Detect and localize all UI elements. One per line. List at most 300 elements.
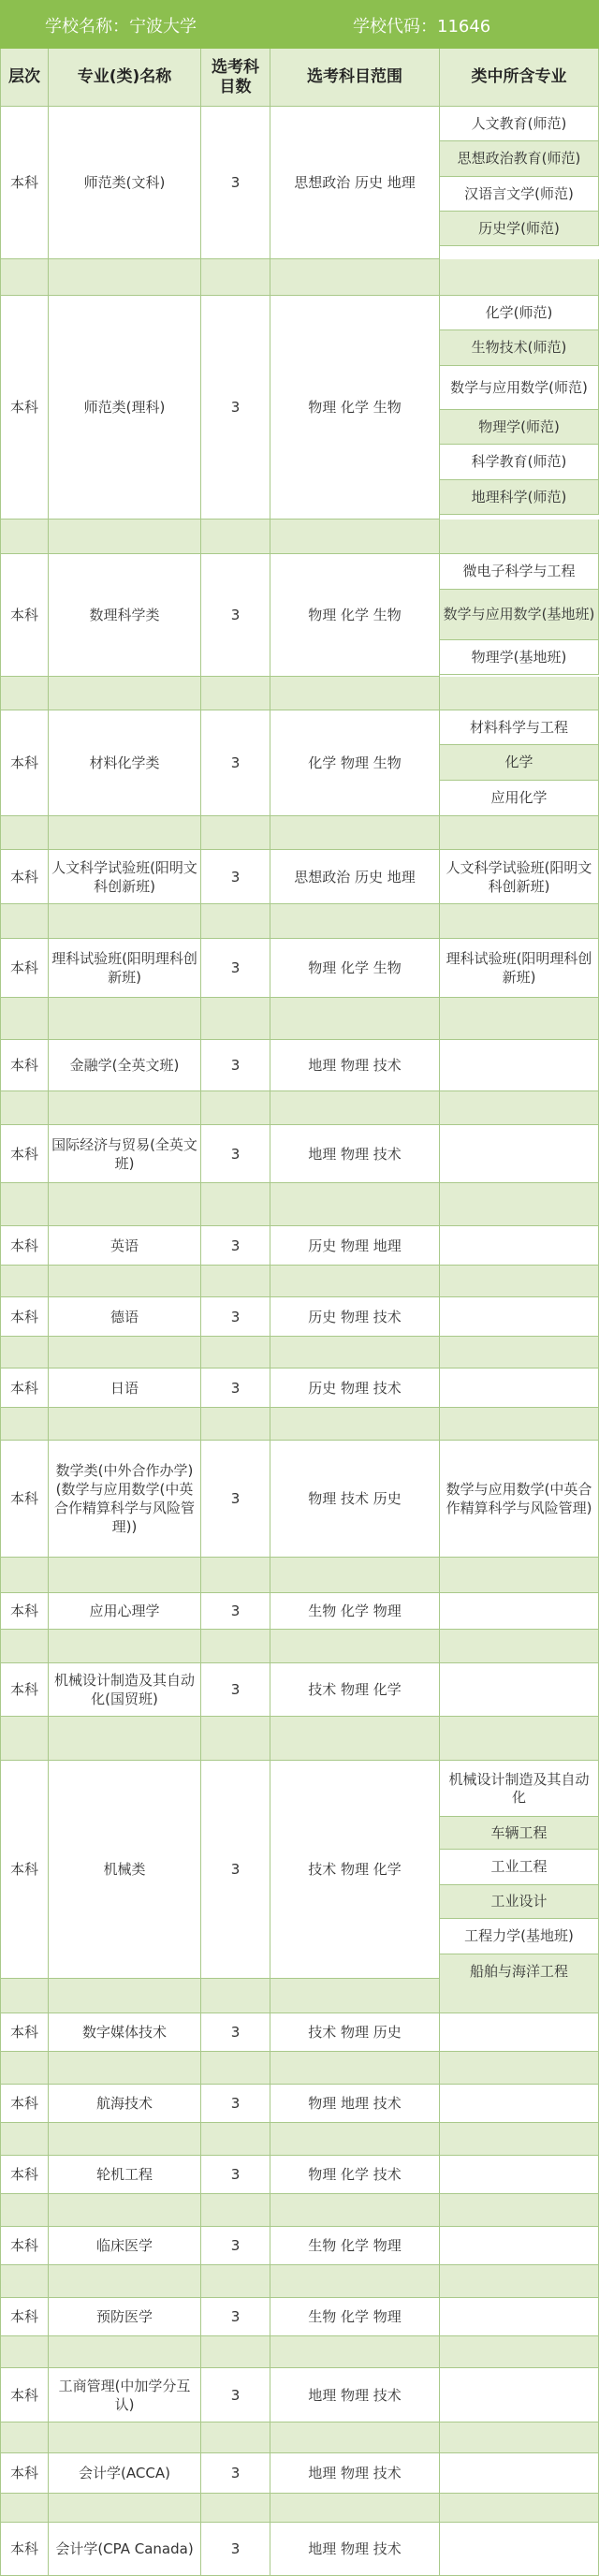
row-level-cell [0,296,49,520]
included-major-item-text: 工业设计 [490,1893,548,1910]
column-header-level [0,49,49,107]
included-major-item-text: 化学 [504,754,533,770]
row-included-major-cell [440,1125,599,1183]
row-included-major-cell [440,2453,599,2494]
included-major-item [440,1817,599,1850]
separator-cell [201,1091,270,1125]
row-subject-count-cell-text: 3 [230,1490,241,1507]
row-major-cell [49,2085,201,2123]
row-level-cell-text: 本科 [9,1861,38,1878]
separator-cell [440,2194,599,2227]
row-major-cell [49,2298,201,2336]
row-major-cell-text: 师范类(文科) [83,174,166,191]
included-major-item [440,1885,599,1919]
separator-cell [440,2265,599,2298]
column-header-included-majors-text: 类中所含专业 [471,67,567,86]
row-level-cell [0,850,49,904]
separator-cell [49,2494,201,2523]
row-level-cell-text: 本科 [9,2308,38,2325]
row-level-cell [0,2085,49,2123]
separator-cell [270,259,440,296]
separator-cell [0,816,49,850]
row-subject-range-cell-text: 地理 物理 技术 [308,1145,402,1163]
row-subject-count-cell-text: 3 [230,1145,241,1163]
included-major-item [440,107,599,141]
school-name: 学校名称：宁波大学 [45,17,197,37]
separator-cell [270,1337,440,1368]
row-major-cell-text: 数字媒体技术 [81,2024,167,2041]
included-major-item [440,1850,599,1885]
included-major-item-text: 历史学(师范) [478,219,560,237]
row-subject-count-cell [201,2227,270,2265]
separator-cell [201,2422,270,2453]
row-subject-range-cell [270,2085,440,2123]
separator-cell [201,1408,270,1441]
separator-cell [0,2336,49,2368]
row-subject-range-cell [270,2227,440,2265]
separator-cell [49,1630,201,1663]
row-subject-count-cell [201,850,270,904]
separator-cell [0,1183,49,1226]
included-major-item-text: 人文教育(师范) [471,114,567,132]
row-level-cell [0,2013,49,2052]
row-major-cell [49,1663,201,1717]
row-subject-range-cell-text: 地理 物理 技术 [308,2465,402,2481]
separator-cell [270,2123,440,2156]
row-major-cell-text: 应用心理学 [89,1603,160,1619]
separator-cell [270,2336,440,2368]
row-major-cell-text: 数学类(中外合作办学)(数学与应用数学(中英合作精算科学与风险管理)) [53,1462,195,1535]
separator-cell [270,2265,440,2298]
row-level-cell [0,1441,49,1558]
row-included-major-cell-text: 数学与应用数学(中英合作精算科学与风险管理) [446,1481,592,1516]
row-level-cell-text: 本科 [9,1603,38,1619]
included-major-item-text: 数学与应用数学(师范) [450,378,588,396]
row-major-cell-text: 日语 [110,1379,139,1397]
row-level-cell [0,1593,49,1630]
row-included-major-cell [440,2523,599,2576]
separator-cell [270,2494,440,2523]
separator-cell [49,1408,201,1441]
row-subject-range-cell-text: 物理 技术 历史 [308,1490,402,1507]
row-subject-range-cell-text: 物理 地理 技术 [308,2095,402,2112]
row-subject-count-cell [201,939,270,998]
row-subject-range-cell [270,2156,440,2194]
row-major-cell [49,2523,201,2576]
separator-cell [440,2494,599,2523]
row-subject-range-cell [270,1663,440,1717]
row-subject-count-cell-text: 3 [230,2095,241,2112]
row-subject-range-cell-text: 思想政治 历史 地理 [294,174,416,191]
separator-cell [201,998,270,1040]
separator-cell [49,2052,201,2085]
row-subject-count-cell [201,1297,270,1337]
row-subject-range-cell-text: 生物 化学 物理 [308,1603,402,1619]
included-major-item-text: 物理学(师范) [478,417,560,435]
row-subject-count-cell-text: 3 [230,1237,241,1254]
row-subject-count-cell-text: 3 [230,399,241,416]
row-major-cell-text: 会计学(ACCA) [79,2465,170,2481]
row-subject-range-cell-text: 物理 化学 生物 [308,399,402,416]
row-level-cell [0,1368,49,1408]
row-included-major-cell [440,850,599,904]
row-included-major-cell [440,1441,599,1558]
column-header-included-majors [440,49,599,107]
row-subject-count-cell [201,554,270,677]
separator-cell [270,1183,440,1226]
separator-cell [270,1717,440,1761]
row-subject-range-cell-text: 生物 化学 物理 [308,2308,402,2325]
separator-cell [440,2052,599,2085]
row-subject-range-cell-text: 地理 物理 技术 [308,2386,402,2404]
separator-cell [440,1717,599,1761]
row-subject-count-cell [201,2453,270,2494]
row-major-cell [49,2368,201,2422]
row-subject-count-cell [201,296,270,520]
included-major-item [440,445,599,480]
separator-cell [440,1558,599,1593]
row-subject-count-cell [201,1368,270,1408]
row-major-cell [49,296,201,520]
included-major-item-text: 工程力学(基地班) [464,1927,574,1944]
separator-cell [201,2123,270,2156]
separator-cell [201,2336,270,2368]
separator-cell [49,1091,201,1125]
separator-cell [201,1717,270,1761]
included-major-item [440,640,599,675]
row-subject-range-cell [270,107,440,259]
row-subject-count-cell [201,2523,270,2576]
separator-cell [440,1183,599,1226]
row-subject-range-cell [270,939,440,998]
row-major-cell-text: 轮机工程 [95,2166,153,2183]
row-level-cell [0,1297,49,1337]
row-level-cell-text: 本科 [9,868,38,886]
row-major-cell [49,1226,201,1266]
row-level-cell [0,2368,49,2422]
column-header-subject-range-text: 选考科目范围 [307,67,402,86]
row-included-major-cell-text: 理科试验班(阳明理科创新班) [446,950,592,986]
row-level-cell-text: 本科 [9,2166,38,2183]
included-major-item-text: 工业工程 [490,1858,548,1875]
separator-cell [49,1717,201,1761]
included-major-item-text: 应用化学 [490,789,548,806]
included-major-item-text: 船舶与海洋工程 [469,1962,568,1980]
row-subject-count-cell-text: 3 [230,2386,241,2404]
included-major-item [440,141,599,177]
row-subject-count-cell [201,1040,270,1091]
row-subject-count-cell-text: 3 [230,1057,241,1074]
row-subject-count-cell-text: 3 [230,2465,241,2481]
row-major-cell-text: 金融学(全英文班) [69,1057,180,1074]
row-major-cell-text: 预防医学 [95,2308,153,2325]
separator-cell [0,998,49,1040]
included-major-item-text: 微电子科学与工程 [462,563,576,579]
separator-cell [0,1717,49,1761]
included-major-item [440,745,599,781]
row-major-cell [49,1368,201,1408]
row-level-cell [0,1663,49,1717]
row-subject-count-cell-text: 3 [230,754,241,771]
row-subject-count-cell-text: 3 [230,868,241,886]
column-header-level-text: 层次 [8,67,40,86]
separator-cell [49,2194,201,2227]
row-subject-range-cell [270,1297,440,1337]
row-subject-range-cell-text: 物理 化学 生物 [308,959,402,976]
separator-cell [270,1091,440,1125]
row-level-cell-text: 本科 [9,2465,38,2481]
separator-cell [49,259,201,296]
row-major-cell-text: 理科试验班(阳明理科创新班) [51,950,197,986]
row-subject-range-cell-text: 技术 物理 化学 [308,1861,402,1878]
row-level-cell-text: 本科 [9,399,38,416]
included-major-item-text: 化学(师范) [485,303,553,321]
included-major-item [440,554,599,590]
separator-cell [270,1558,440,1593]
separator-cell [0,2265,49,2298]
included-major-item [440,330,599,366]
column-header-subject-count-text: 选考科目数 [212,57,259,96]
row-major-cell [49,710,201,816]
included-major-item [440,480,599,515]
separator-cell [270,677,440,710]
row-included-major-cell [440,939,599,998]
row-subject-count-cell [201,1125,270,1183]
row-subject-count-cell-text: 3 [230,959,241,976]
row-subject-count-cell-text: 3 [230,2024,241,2041]
row-major-cell-text: 师范类(理科) [83,399,166,416]
row-major-cell [49,2013,201,2052]
separator-cell [270,998,440,1040]
row-major-cell-text: 机械设计制造及其自动化(国贸班) [53,1672,195,1707]
included-major-item-text: 地理科学(师范) [471,488,567,505]
separator-cell [440,816,599,850]
row-included-major-cell [440,1040,599,1091]
included-major-item-text: 机械设计制造及其自动化 [448,1770,590,1806]
row-level-cell-text: 本科 [9,1308,38,1325]
column-header-major-text: 专业(类)名称 [77,67,172,86]
column-header-subject-range [270,49,440,107]
separator-cell [270,520,440,554]
row-subject-range-cell [270,2368,440,2422]
separator-cell [440,1408,599,1441]
separator-cell [201,1266,270,1297]
row-level-cell-text: 本科 [9,1490,38,1507]
row-subject-count-cell [201,1441,270,1558]
separator-cell [0,2194,49,2227]
row-level-cell-text: 本科 [9,1145,38,1163]
separator-cell [201,677,270,710]
row-level-cell-text: 本科 [9,2540,38,2557]
separator-cell [0,2422,49,2453]
included-major-item [440,1761,599,1817]
row-subject-count-cell [201,1226,270,1266]
column-header-subject-count [201,49,270,107]
included-major-item-text: 科学教育(师范) [471,453,567,470]
row-subject-count-cell-text: 3 [230,1379,241,1397]
row-level-cell [0,107,49,259]
row-level-cell-text: 本科 [9,2024,38,2041]
included-major-item-text: 数学与应用数学(基地班) [443,606,595,622]
separator-cell [0,2123,49,2156]
separator-cell [49,1266,201,1297]
row-major-cell [49,2156,201,2194]
row-level-cell-text: 本科 [9,959,38,976]
separator-cell [0,259,49,296]
separator-cell [49,2123,201,2156]
row-level-cell [0,554,49,677]
row-level-cell-text: 本科 [9,607,38,623]
row-level-cell [0,2523,49,2576]
row-subject-range-cell [270,2523,440,2576]
separator-cell [0,677,49,710]
separator-cell [49,677,201,710]
row-major-cell [49,1761,201,1979]
separator-cell [270,1630,440,1663]
separator-cell [440,1091,599,1125]
separator-cell [201,816,270,850]
row-level-cell [0,2156,49,2194]
row-major-cell [49,554,201,677]
separator-cell [49,904,201,939]
separator-cell [201,520,270,554]
row-major-cell-text: 机械类 [103,1861,146,1878]
row-major-cell [49,1040,201,1091]
row-subject-count-cell-text: 3 [230,1603,241,1619]
separator-cell [201,1183,270,1226]
row-level-cell [0,1226,49,1266]
row-major-cell-text: 国际经济与贸易(全英文班) [51,1135,197,1172]
row-subject-count-cell-text: 3 [230,174,241,191]
row-subject-count-cell-text: 3 [230,1681,241,1698]
row-subject-count-cell [201,107,270,259]
row-major-cell-text: 德语 [110,1308,139,1325]
row-major-cell-text: 英语 [110,1237,139,1254]
included-major-item-text: 思想政治教育(师范) [457,150,581,167]
included-major-item [440,212,599,246]
row-major-cell-text: 材料化学类 [89,754,160,771]
row-subject-count-cell-text: 3 [230,2166,241,2183]
row-subject-count-cell-text: 3 [230,2540,241,2557]
row-subject-range-cell [270,1040,440,1091]
row-subject-range-cell [270,554,440,677]
row-subject-range-cell-text: 物理 化学 生物 [308,607,402,623]
separator-cell [440,998,599,1040]
separator-cell [49,2422,201,2453]
row-included-major-cell [440,2013,599,2052]
separator-cell [440,1630,599,1663]
row-major-cell-text: 数理科学类 [89,607,160,623]
row-subject-range-cell-text: 思想政治 历史 地理 [294,868,416,886]
separator-cell [0,1630,49,1663]
included-major-item [440,1919,599,1954]
separator-cell [49,1979,201,2013]
included-major-item [440,177,599,212]
included-major-item-text: 汉语言文学(师范) [464,184,574,202]
row-subject-count-cell [201,1663,270,1717]
row-subject-range-cell [270,2298,440,2336]
separator-cell [440,2336,599,2368]
separator-cell [270,816,440,850]
row-level-cell-text: 本科 [9,754,38,771]
included-major-item [440,590,599,640]
separator-cell [201,1558,270,1593]
separator-cell [270,2194,440,2227]
row-subject-range-cell-text: 化学 物理 生物 [308,754,402,771]
row-major-cell-text: 会计学(CPA Canada) [55,2540,194,2557]
separator-cell [270,1408,440,1441]
separator-cell [0,1408,49,1441]
row-subject-range-cell [270,1125,440,1183]
row-level-cell-text: 本科 [9,2386,38,2404]
row-level-cell [0,2298,49,2336]
school-code: 学校代码：11646 [353,17,491,37]
included-major-item [440,710,599,745]
row-subject-range-cell-text: 历史 物理 技术 [308,1379,402,1397]
row-included-major-cell [440,2368,599,2422]
row-level-cell-text: 本科 [9,1379,38,1397]
row-subject-range-cell-text: 生物 化学 物理 [308,2237,402,2254]
included-major-item [440,781,599,816]
row-subject-range-cell-text: 技术 物理 化学 [308,1681,402,1698]
row-major-cell [49,850,201,904]
row-included-major-cell [440,2298,599,2336]
row-included-major-cell [440,2227,599,2265]
school-info-banner [0,0,599,49]
row-level-cell-text: 本科 [9,174,38,191]
row-subject-count-cell-text: 3 [230,2308,241,2325]
row-included-major-cell [440,1368,599,1408]
column-header-major [49,49,201,107]
row-subject-range-cell [270,2013,440,2052]
row-major-cell [49,2453,201,2494]
row-level-cell-text: 本科 [9,2237,38,2254]
row-subject-range-cell-text: 地理 物理 技术 [308,1057,402,1074]
row-major-cell [49,1297,201,1337]
row-subject-range-cell [270,1761,440,1979]
row-level-cell [0,710,49,816]
row-subject-count-cell [201,1593,270,1630]
row-level-cell-text: 本科 [9,1057,38,1074]
row-subject-range-cell [270,1226,440,1266]
separator-cell [0,1266,49,1297]
separator-cell [201,1337,270,1368]
separator-cell [270,2422,440,2453]
row-subject-range-cell [270,850,440,904]
separator-cell [440,904,599,939]
row-major-cell-text: 航海技术 [95,2095,153,2112]
separator-cell [0,2494,49,2523]
row-major-cell-text: 人文科学试验班(阳明文科创新班) [51,858,197,895]
separator-cell [49,1183,201,1226]
separator-cell [440,259,599,296]
separator-cell [0,520,49,554]
row-subject-range-cell [270,296,440,520]
included-major-item [440,366,599,410]
row-level-cell [0,939,49,998]
row-level-cell [0,2227,49,2265]
separator-cell [201,2194,270,2227]
row-subject-range-cell-text: 地理 物理 技术 [308,2540,402,2557]
row-level-cell-text: 本科 [9,2095,38,2112]
row-subject-count-cell-text: 3 [230,2237,241,2254]
row-level-cell [0,2453,49,2494]
row-subject-range-cell [270,1368,440,1408]
separator-cell [201,1630,270,1663]
row-subject-count-cell [201,1761,270,1979]
row-major-cell [49,939,201,998]
row-subject-range-cell-text: 历史 物理 技术 [308,1308,402,1325]
